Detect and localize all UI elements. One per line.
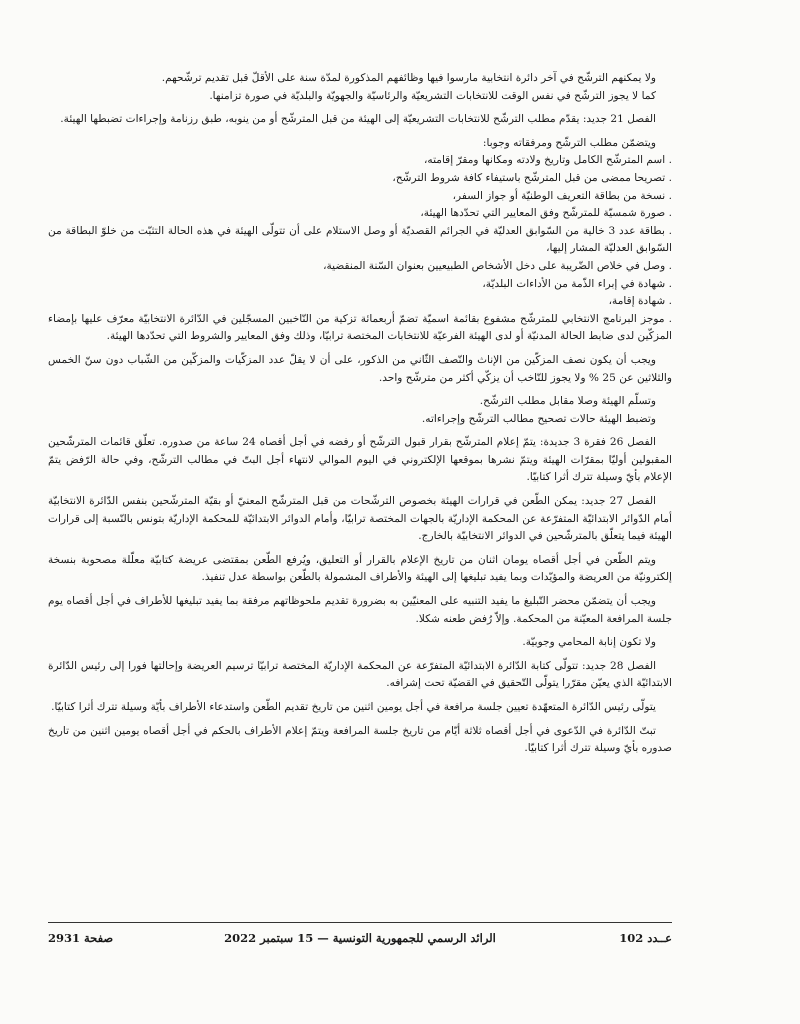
paragraph-receipt: وتسلّم الهيئة وصلا مقابل مطلب الترشّح. bbox=[479, 395, 656, 408]
article-28: الفصل 28 جديد: تتولّى كتابة الدّائرة الابتدائيّة المتفرّعة عن المحكمة الإداريّة المختصة ترابيّا ترسيم العريضة وإحالتها فورا إلى رئيس الدّائرة الابتدائيّة الذي يعيّن مقرّرا يتولّى التّحقيق في القضيّة تحت إشرافه. bbox=[48, 659, 672, 690]
list-item: . اسم المترشّح الكامل وتاريخ ولادته ومكانها ومقرّ إقامته، bbox=[423, 154, 672, 167]
paragraph-notification-record: ويجب أن يتضمّن محضر التّبليغ ما يفيد التنبيه على المعنيّين به بضرورة تقديم ملحوظاتهم مرفقة بما يفيد تبليغها للأطراف في أجل أقصاه يوم جلسة المرافعة المعيّنة من المحكمة. وإلاّ رُفض طعنه شكلا. bbox=[48, 595, 672, 625]
list-item: . وصل في خلاص الضّريبة على دخل الأشخاص الطبيعيين بعنوان السّنة المنقضية، bbox=[323, 259, 672, 272]
list-item: . صورة شمسيّة للمترشّح وفق المعايير التي تحدّدها الهيئة، bbox=[420, 207, 672, 220]
list-item: . شهادة إقامة، bbox=[608, 295, 672, 308]
list-item: . شهادة في إبراء الذّمة من الأداءات البلديّة، bbox=[482, 277, 672, 290]
document-body bbox=[48, 70, 672, 758]
list-item: . بطاقة عدد 3 خالية من السّوابق العدليّة في الجرائم القصديّة أو وصل الاستلام على أن تتولّى الهيئة في هذه الحالة التثبّت من خلوّ البطاقة من السّوابق العدليّة المشار إليها، bbox=[48, 224, 672, 255]
page-number: صفحة 2931 bbox=[48, 931, 114, 945]
paragraph-application-contents: ويتضمّن مطلب الترشّح ومرفقاته وجوبا: bbox=[482, 136, 656, 149]
requirements-list bbox=[48, 152, 672, 346]
issue-number: عــدد 102 bbox=[619, 931, 672, 945]
article-21: الفصل 21 جديد: يقدّم مطلب الترشّح للانتخابات التشريعيّة إلى الهيئة من قبل المترشّح أو من ينوبه، طبق رزنامة وإجراءات تضبطها الهيئة. bbox=[60, 113, 656, 126]
paragraph-lawyer-optional: ولا تكون إنابة المحامي وجوبيّة. bbox=[522, 636, 656, 649]
paragraph-hearing-date: يتولّى رئيس الدّائرة المتعهّدة تعيين جلسة مرافعة في أجل يومين اثنين من تاريخ تقديم الطّعن واستدعاء الأطراف بأيّة وسيلة تترك أثرا كتابيّا. bbox=[51, 701, 656, 713]
paragraph-corrections: وتضبط الهيئة حالات تصحيح مطالب الترشّح وإجراءاته. bbox=[421, 412, 656, 425]
paragraph-judgment-deadline: تبتّ الدّائرة في الدّعوى في أجل أقصاه ثلاثة أيّام من تاريخ جلسة المرافعة ويتمّ إعلام الأطراف بالحكم في أجل أقصاه يومين اثنين من تاريخ صدوره بأيّ وسيلة تترك أثرا كتابيّا. bbox=[48, 724, 672, 755]
page-footer bbox=[48, 928, 672, 948]
paragraph-appeal-deadline: ويتم الطّعن في أجل أقصاه يومان اثنان من تاريخ الإعلام بالقرار أو التعليق، ويُرفع الطّعن بمقتضى عريضة كتابيّة معلّلة مصحوبة بنسخة إلكترونيّة من العريضة والمؤيّدات وبما يفيد تبليغها إلى الهيئة والأطراف المشمولة بالطّعن بواسطة عدل تنفيذ. bbox=[48, 553, 672, 584]
gazette-title-date: الرائد الرسمي للجمهورية التونسية — 15 سبتمبر 2022 bbox=[224, 931, 496, 945]
list-item: . نسخة من بطاقة التعريف الوطنيّة أو جواز السفر، bbox=[452, 189, 672, 202]
paragraph-simultaneous-candidacy: كما لا يجوز الترشّح في نفس الوقت للانتخابات التشريعيّة والرئاسيّة والجهويّة والبلديّة في صورة تزامنها. bbox=[209, 89, 656, 102]
list-item: . تصريحا ممضى من قبل المترشّح باستيفاء كافة شروط الترشّح، bbox=[392, 171, 672, 184]
footer-divider bbox=[48, 922, 672, 923]
paragraph-eligibility-restriction: ولا يمكنهم الترشّح في آخر دائرة انتخابية مارسوا فيها وظائفهم المذكورة لمدّة سنة على الأقلّ قبل تقديم ترشّحهم. bbox=[161, 72, 656, 84]
article-26: الفصل 26 فقرة 3 جديدة: يتمّ إعلام المترشّح بقرار قبول الترشّح أو رفضه في أجل أقصاه 24 ساعة من صدوره. تعلّق قائمات المترشّحين المقبولين أوليّا بمقرّات الهيئة ويتمّ نشرها بموقعها الإلكتروني في اليوم الموالي لانتهاء أجل البتّ في مطالب الترشّح، وفي حالة الرّفض يتمّ الإعلام بأيّ وسيلة تترك أثرا كتابيّا. bbox=[48, 436, 672, 484]
paragraph-endorsers-parity: ويجب أن يكون نصف المزكّين من الإناث والنّصف الثّاني من الذكور، على أن لا يقلّ عدد المزكّيات والمزكّين من الشّباب دون سنّ الخمس والثلاثين عن 25 % ولا يجوز للنّاخب أن يزكّي أكثر من مترشّح واحد. bbox=[48, 353, 672, 384]
article-27: الفصل 27 جديد: يمكن الطّعن في قرارات الهيئة بخصوص الترشّحات من قبل المترشّح المعنيّ أو بقيّة المترشّحين بنفس الدّائرة الانتخابيّة أمام الدّوائر الابتدائيّة المتفرّعة عن المحكمة الإداريّة بالجهات المختصة ترابيّا، وأمام الدوائر الابتدائيّة للمحكمة الإداريّة بتونس بالنّسبة إلى قرارات الهيئة فيما يتعلّق بالمترشّحين في الدوائر الانتخابيّة بالخارج. bbox=[48, 495, 672, 543]
list-item: . موجز البرنامج الانتخابي للمترشّح مشفوع بقائمة اسميّة تضمّ أربعمائة تزكية من النّاخبين المسجّلين في الدّائرة الانتخابيّة معرّف عليها بإمضاء المزكّين لدى ضابط الحالة المدنيّة أو لدى الهيئة الفرعيّة للانتخابات المختصة ترابيّا، وذلك وفق المعايير والشروط التي تحدّدها الهيئة. bbox=[48, 312, 672, 343]
